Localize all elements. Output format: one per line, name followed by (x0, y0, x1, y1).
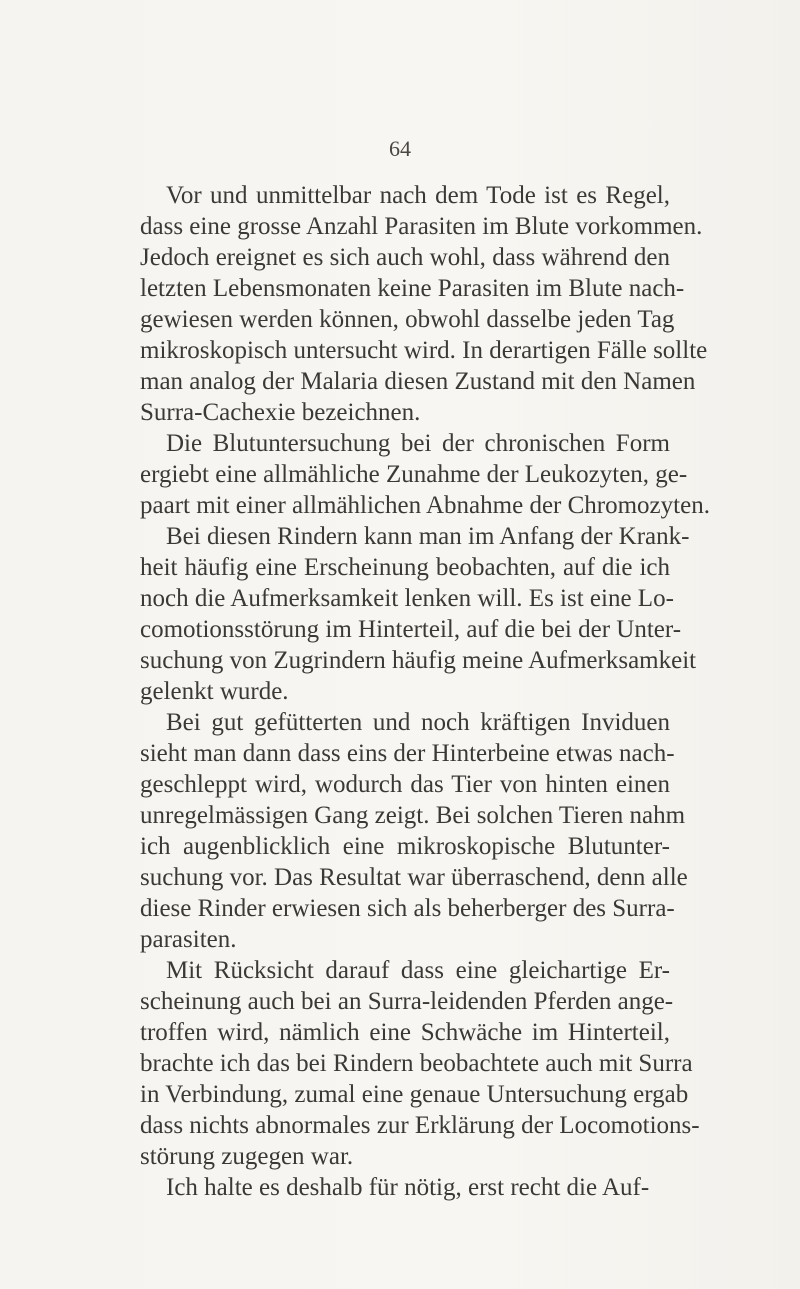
text-line: dass eine grosse Anzahl Parasiten im Blute vorkommen. (140, 213, 703, 240)
text-line: heit häufig eine Erscheinung beobachten, auf die ich (140, 554, 670, 581)
body-text (140, 180, 710, 1203)
text-line: man analog der Malaria diesen Zustand mit den Namen (140, 368, 696, 395)
text-line: Jedoch ereignet es sich auch wohl, dass während den (140, 244, 670, 271)
text-line: letzten Lebensmonaten keine Parasiten im Blute nach- (140, 275, 685, 302)
text-line: geschleppt wird, wodurch das Tier von hinten einen (140, 771, 670, 798)
text-line: Mit Rücksicht darauf dass eine gleichartige Er- (166, 957, 670, 984)
text-line: suchung vor. Das Resultat war überraschend, denn alle (140, 864, 688, 891)
text-line: Bei gut gefütterten und noch kräftigen Inviduen (166, 709, 670, 736)
text-line: Surra-Cachexie bezeichnen. (140, 399, 421, 426)
text-line: parasiten. (140, 926, 237, 953)
text-line: troffen wird, nämlich eine Schwäche im Hinterteil, (140, 1019, 670, 1046)
text-line: mikroskopisch untersucht wird. In derartigen Fälle sollte (140, 337, 708, 364)
text-line: in Verbindung, zumal eine genaue Untersuchung ergab (140, 1081, 689, 1108)
text-line: ich augenblicklich eine mikroskopische Blutunter- (140, 833, 670, 860)
text-line: gewiesen werden können, obwohl dasselbe jeden Tag (140, 306, 675, 333)
text-line: sieht man dann dass eins der Hinterbeine etwas nach- (140, 740, 675, 767)
text-line: unregelmässigen Gang zeigt. Bei solchen Tieren nahm (140, 802, 686, 829)
text-line: diese Rinder erwiesen sich als beherberger des Surra- (140, 895, 675, 922)
text-line: paart mit einer allmählichen Abnahme der Chromozyten. (140, 492, 710, 519)
text-line: dass nichts abnormales zur Erklärung der Locomotions- (140, 1112, 700, 1139)
text-line: Die Blutuntersuchung bei der chronischen Form (166, 430, 670, 457)
text-line: störung zugegen war. (140, 1143, 354, 1170)
page-number: 64 (389, 136, 411, 161)
text-line: Bei diesen Rindern kann man im Anfang der Krank- (166, 523, 690, 550)
text-line: scheinung auch bei an Surra-leidenden Pferden ange- (140, 988, 674, 1015)
text-line: suchung von Zugrindern häufig meine Aufmerksamkeit (140, 647, 697, 674)
text-line: ergiebt eine allmähliche Zunahme der Leukozyten, ge- (140, 461, 688, 488)
text-line: noch die Aufmerksamkeit lenken will. Es ist eine Lo- (140, 585, 674, 612)
text-line: brachte ich das bei Rindern beobachtete auch mit Surra (140, 1050, 693, 1077)
text-line: Ich halte es deshalb für nötig, erst recht die Auf- (166, 1174, 650, 1201)
text-line: gelenkt wurde. (140, 678, 289, 705)
text-line: Vor und unmittelbar nach dem Tode ist es Regel, (166, 182, 670, 209)
text-line: comotionsstörung im Hinterteil, auf die bei der Unter- (140, 616, 682, 643)
